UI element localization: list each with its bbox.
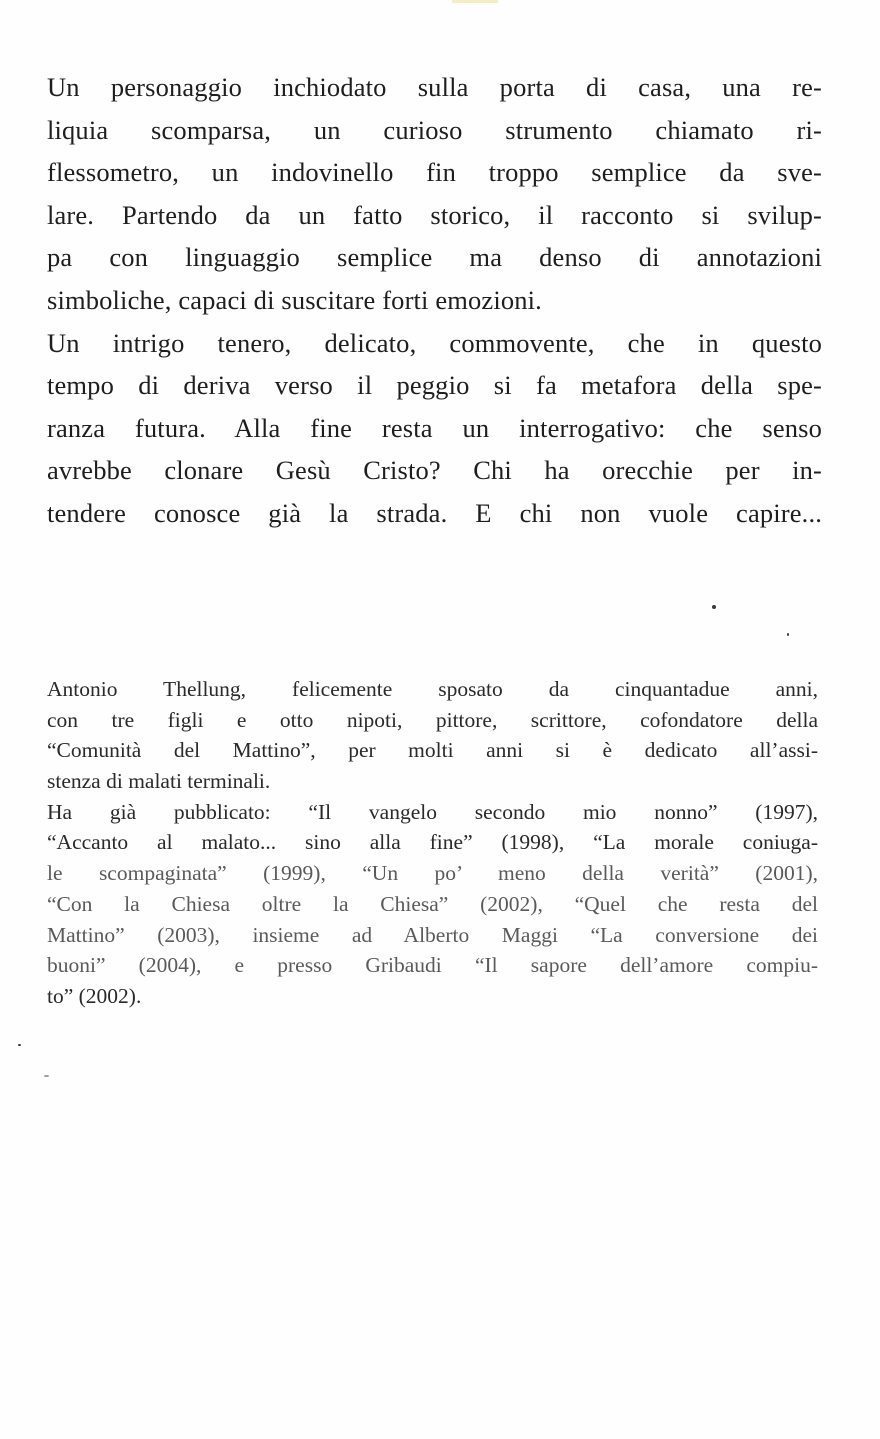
author-bio-line: “Accanto al malato... sino alla fine” (1998), “La morale coniuga- [47,830,818,855]
synopsis-line: liquia scomparsa, un curioso strumento chiamato ri- [47,114,822,145]
synopsis-line: Un intrigo tenero, delicato, commovente, che in questo [47,327,822,358]
author-bio-line: stenza di malati terminali. [47,769,271,794]
synopsis-line: simboliche, capaci di suscitare forti emozioni. [47,284,542,315]
print-speck [44,1075,49,1077]
synopsis-line: lare. Partendo da un fatto storico, il racconto si svilup- [47,199,822,230]
print-speck [712,605,716,609]
author-bio-line: to” (2002). [47,983,142,1008]
author-bio-line: buoni” (2004), e presso Gribaudi “Il sapore dell’amore compiu- [47,953,818,978]
author-bio-line: Mattino” (2003), insieme ad Alberto Maggi “La conversione dei [47,922,818,947]
print-speck [18,1044,21,1046]
author-bio-line: “Comunità del Mattino”, per molti anni si è dedicato all’assi- [47,738,818,763]
synopsis-line: Un personaggio inchiodato sulla porta di casa, una re- [47,72,822,102]
author-bio-line: “Con la Chiesa oltre la Chiesa” (2002), “Quel che resta del [47,891,818,916]
print-speck [787,633,789,636]
top-edge-mark [452,0,498,3]
synopsis-line: pa con linguaggio semplice ma denso di annotazioni [47,242,822,273]
synopsis-line: tempo di deriva verso il peggio si fa metafora della spe- [47,370,822,401]
author-bio-line: Antonio Thellung, felicemente sposato da cinquantadue anni, [47,677,818,701]
author-bio-paragraph [47,674,818,1012]
synopsis-line: flessometro, un indovinello fin troppo semplice da sve- [47,157,822,188]
author-bio-line: con tre figli e otto nipoti, pittore, scrittore, cofondatore della [47,707,818,732]
author-bio-line: Ha già pubblicato: “Il vangelo secondo mio nonno” (1997), [47,799,818,824]
synopsis-line: avrebbe clonare Gesù Cristo? Chi ha orecchie per in- [47,455,822,486]
synopsis-line: ranza futura. Alla fine resta un interrogativo: che senso [47,412,822,443]
author-bio-line: le scompaginata” (1999), “Un po’ meno della verità” (2001), [47,861,818,886]
synopsis-paragraph [47,66,822,535]
synopsis-line: tendere conosce già la strada. E chi non vuole capire... [47,497,822,528]
